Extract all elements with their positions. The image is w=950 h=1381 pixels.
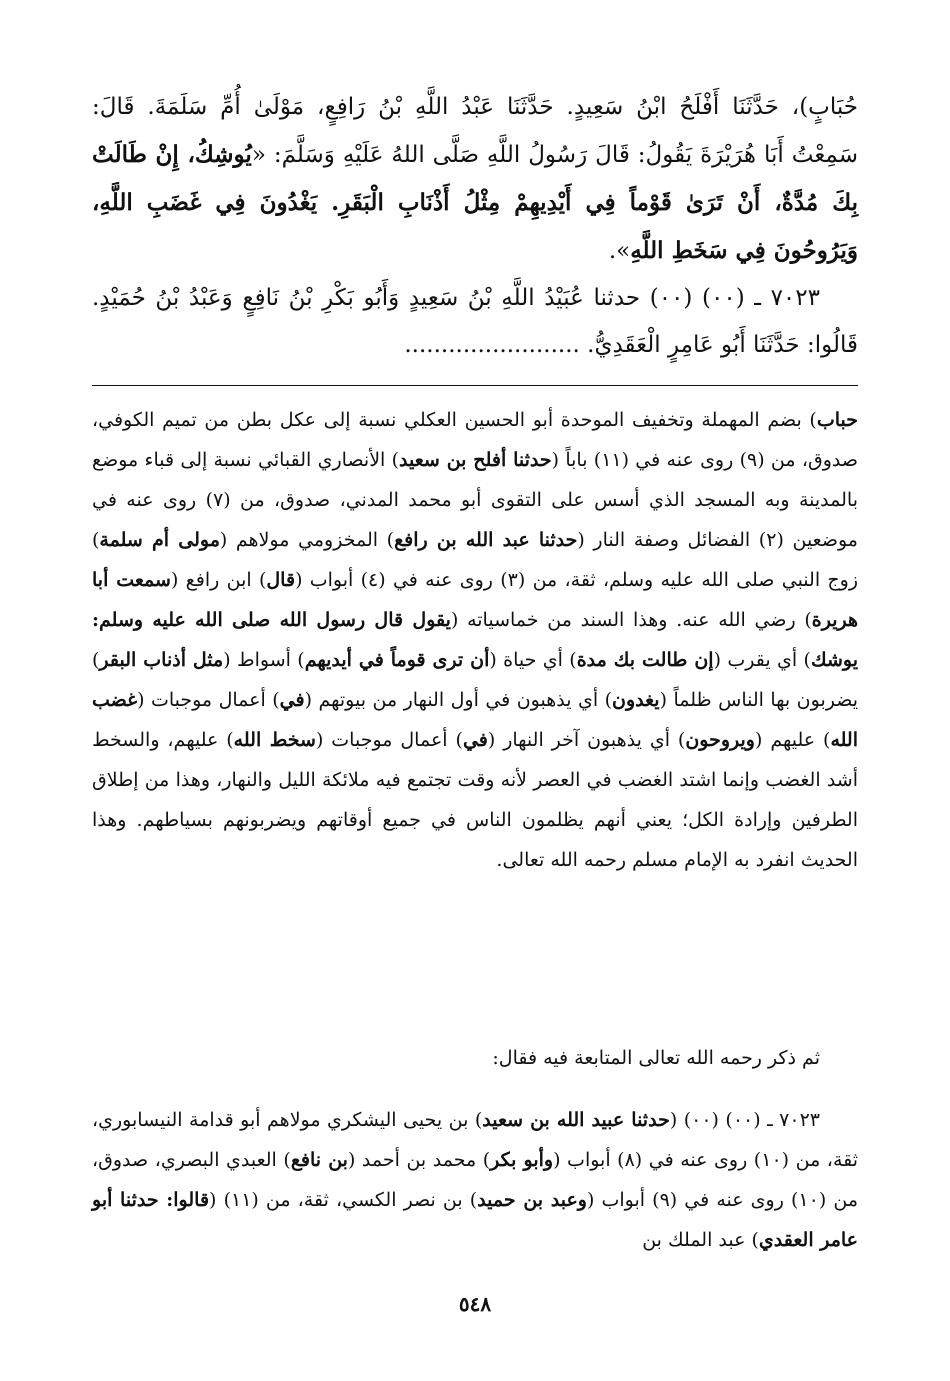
chain-paragraph bbox=[92, 1100, 858, 1260]
commentary-keyword: غضب الله bbox=[92, 689, 858, 751]
commentary-keyword: سمعت أبا هريرة bbox=[92, 569, 859, 631]
hadith-text bbox=[92, 84, 858, 369]
commentary-text: ) أي حياة ( bbox=[489, 649, 577, 671]
commentary-paragraph bbox=[92, 400, 858, 880]
chain-keyword: وعبد بن حميد bbox=[477, 1189, 587, 1211]
commentary-keyword: في bbox=[279, 689, 305, 711]
commentary-text: ) أي يقرب ( bbox=[713, 649, 811, 671]
commentary-text: ) الأنصاري القبائي نسبة إلى قباء موضع بالمدينة وبه المسجد الذي أسس على التقوى أبو محمد المدني، صدوق، من (٧) روى عنه في موضعين (٢) الفضائل وصفة النار ( bbox=[92, 449, 858, 551]
chain-keyword: وأبو بكر bbox=[490, 1149, 554, 1171]
commentary-keyword: يغدون bbox=[612, 689, 660, 711]
commentary-text: ) عليهم، والسخط أشد الغضب وإنما اشتد الغضب في العصر لأنه وقت تجتمع فيه ملائكة الليل والنهار، وهذا من إطلاق الطرفين وإرادة الكل؛ يعني أنهم يظلمون الناس في جميع أوقاتهم ويضربونهم بسياطهم. وهذا الحديث انفرد به الإمام مسلم رحمه الله تعالى. bbox=[92, 729, 858, 871]
page-number: ٥٤٨ bbox=[458, 1292, 492, 1316]
chain-keyword: حدثنا عبيد الله بن سعيد bbox=[482, 1109, 670, 1131]
commentary-keyword: مثل أذناب البقر bbox=[99, 649, 224, 671]
commentary-keyword: حدثنا عبد الله بن رافع bbox=[394, 529, 578, 551]
chain-keyword: قالوا: حدثنا أبو عامر العقدي bbox=[92, 1189, 858, 1251]
footnote-divider bbox=[92, 385, 858, 386]
hadith-chain-paragraph: ٧٠٢٣ ـ (٠٠) (٠٠) حدثنا عُبَيْدُ اللَّهِ بْنُ سَعِيدٍ وَأَبُو بَكْرِ بْنُ نَافِعٍ وَعَبْدُ بْنُ حُمَيْدٍ. قَالُوا: حَدَّثَنَا أَبُو عَامِرٍ الْعَقَدِيُّ. ........................ bbox=[92, 285, 858, 358]
chain-commentary bbox=[92, 1100, 858, 1260]
commentary-keyword: في bbox=[462, 729, 488, 751]
commentary-text: ) بضم المهملة وتخفيف الموحدة أبو الحسين العكلي نسبة إلى عكل بطن من تميم الكوفي، صدوق، من (٩) روى عنه في (١١) باباً ( bbox=[92, 409, 859, 471]
commentary-text: ) المخزومي مولاهم ( bbox=[219, 529, 395, 551]
commentary-keyword: يقول قال رسول الله صلى الله عليه وسلم: يوشك bbox=[92, 609, 858, 671]
transition-note bbox=[92, 1038, 858, 1078]
commentary-text: ) زوج النبي صلى الله عليه وسلم، ثقة، من (٣) روى عنه في (٤) أبواب ( bbox=[92, 529, 859, 591]
commentary-keyword: سخط الله bbox=[233, 729, 316, 751]
hadith-close: ». bbox=[608, 238, 631, 264]
hadith-matn: يُوشِكُ، إِنْ طَالَتْ بِكَ مُدَّةٌ، أَنْ تَرَىٰ قَوْماً فِي أَيْدِيهِمْ مِثْلُ أَذْنَابِ الْبَقَرِ. يَغْدُونَ فِي غَضَبِ اللَّهِ، وَيَرُوحُونَ فِي سَخَطِ اللَّهِ bbox=[92, 141, 858, 264]
chain-text: ) بن يحيى اليشكري مولاهم أبو قدامة النيسابوري، ثقة، من (١٠) روى عنه في (٨) أبواب ( bbox=[92, 1109, 859, 1171]
commentary-text: ) أي يذهبون في أول النهار من بيوتهم ( bbox=[304, 689, 613, 711]
commentary-text: ) أعمال موجبات ( bbox=[137, 689, 280, 711]
commentary-keyword: قال bbox=[266, 569, 296, 591]
commentary-keyword: ويروحون bbox=[685, 729, 755, 751]
commentary-text: ) أي يذهبون آخر النهار ( bbox=[487, 729, 686, 751]
transition-text: ثم ذكر رحمه الله تعالى المتابعة فيه فقال: bbox=[492, 1047, 820, 1069]
chain-text: ) عبد الملك بن bbox=[642, 1229, 759, 1251]
hadith-narration: حُبَابٍ)، حَدَّثَنَا أَفْلَحُ ابْنُ سَعِيدٍ. حَدَّثَنَا عَبْدُ اللَّهِ بْنُ رَافِعٍ، مَوْلَىٰ أُمِّ سَلَمَةَ. قَالَ: سَمِعْتُ أَبَا هُرَيْرَةَ يَقُولُ: قَالَ رَسُولُ اللَّهِ صَلَّى اللهُ عَلَيْهِ وَسَلَّمَ: « bbox=[92, 94, 858, 168]
commentary-keyword: مولى أم سلمة bbox=[99, 529, 220, 551]
chain-text: ) العبدي البصري، صدوق، من (١٠) روى عنه في (٩) أبواب ( bbox=[92, 1149, 859, 1211]
commentary-text: ) يضربون بها الناس ظلماً ( bbox=[92, 649, 858, 711]
commentary-text: ) عليهم ( bbox=[754, 729, 831, 751]
commentary bbox=[92, 400, 858, 880]
chain-text: ) بن نصر الكسي، ثقة، من (١١) ( bbox=[209, 1189, 478, 1211]
commentary-text: ) ابن رافع ( bbox=[170, 569, 267, 591]
commentary-text: ) أعمال موجبات ( bbox=[315, 729, 463, 751]
commentary-keyword: حدثنا أفلح بن سعيد bbox=[399, 449, 552, 471]
commentary-keyword: إن طالت بك مدة bbox=[576, 649, 714, 671]
chain-text: ٧٠٢٣ ـ (٠٠) (٠٠) ( bbox=[669, 1109, 820, 1131]
commentary-keyword: أن ترى قوماً في أيديهم bbox=[304, 649, 490, 671]
commentary-keyword: حباب bbox=[816, 409, 858, 431]
commentary-text: ) أسواط ( bbox=[223, 649, 305, 671]
chain-keyword: بن نافع bbox=[290, 1149, 348, 1171]
chain-text: ) محمد بن أحمد ( bbox=[347, 1149, 491, 1171]
hadith-paragraph bbox=[92, 84, 858, 275]
commentary-text: ) رضي الله عنه. وهذا السند من خماسياته ( bbox=[450, 609, 812, 631]
